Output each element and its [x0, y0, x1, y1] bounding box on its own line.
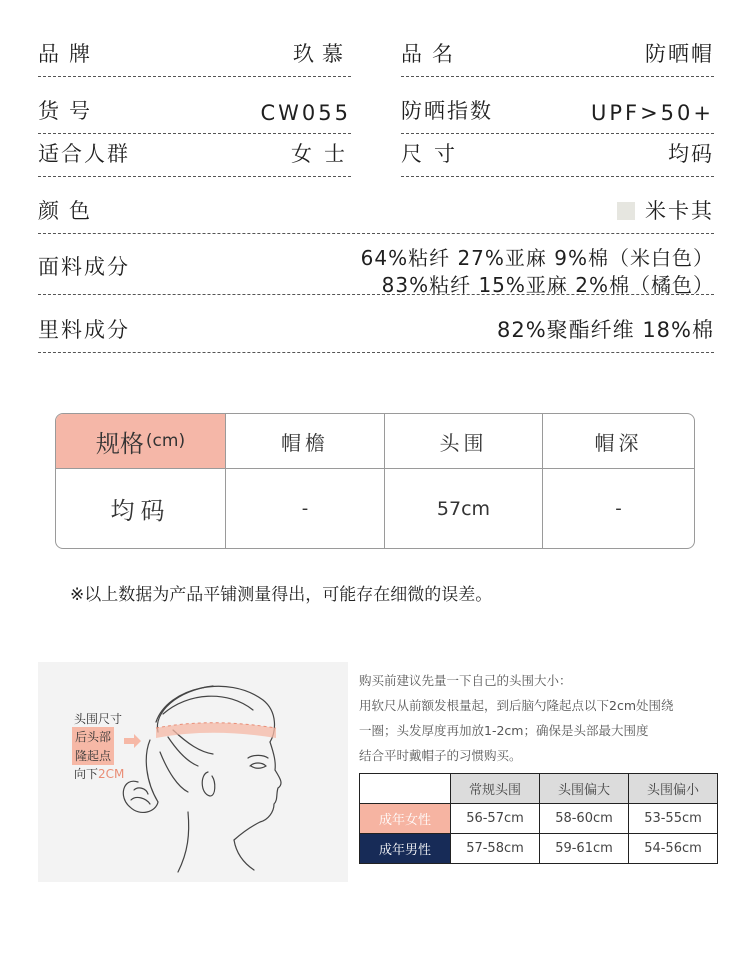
spec-sun-index-label: 防晒指数	[401, 99, 493, 123]
size-header-unit: (cm)	[145, 431, 186, 451]
spec-fabric-label: 面料成分	[38, 255, 130, 279]
spec-color-value	[617, 195, 714, 225]
figure-label-down	[74, 765, 124, 782]
spec-brand-value: 玖慕	[293, 42, 351, 66]
spec-product-name	[401, 20, 714, 77]
size-table-val-depth: -	[615, 498, 622, 519]
guide-line-2: 用软尺从前额发根量起，到后脑勺隆起点以下2cm处围绕	[359, 698, 674, 713]
size-table-divider	[384, 414, 385, 548]
spec-color	[38, 177, 714, 234]
row-female-label: 成年女性	[360, 804, 451, 834]
spec-size-label: 尺寸	[401, 142, 467, 166]
table-row	[360, 804, 718, 834]
size-table-header-spec	[56, 414, 225, 468]
size-table-row-label: 均码	[110, 497, 171, 525]
spec-size-value: 均码	[668, 142, 714, 166]
spec-fabric-line1: 64%粘纤 27%亚麻 9%棉（米白色）	[360, 246, 714, 270]
spec-brand	[38, 20, 351, 77]
guide-line-3: 一圈；头发厚度再加放1-2cm；确保是头部最大围度	[359, 723, 649, 738]
spec-audience-label: 适合人群	[38, 142, 130, 166]
spec-lining-value: 82%聚酯纤维 18%棉	[496, 318, 714, 342]
spec-brand-label: 品牌	[38, 42, 100, 66]
size-table-header-brim: 帽檐	[281, 430, 329, 455]
spec-product-name-value: 防晒帽	[645, 42, 714, 66]
spec-audience	[38, 120, 357, 177]
head-illustration	[38, 662, 348, 882]
female-large: 58-60cm	[540, 804, 629, 834]
size-table-header-depth: 帽深	[594, 430, 643, 455]
spec-audience-value: 女士	[291, 142, 357, 166]
size-table-divider	[542, 414, 543, 548]
female-normal: 56-57cm	[451, 804, 540, 834]
measurement-note: ※以上数据为产品平铺测量得出，可能存在细微的误差。	[70, 585, 493, 605]
size-table-val-head: 57cm	[436, 497, 491, 520]
spec-product-name-label: 品名	[401, 42, 463, 66]
spec-lining-label: 里料成分	[38, 318, 130, 342]
head-circumference-table	[359, 773, 718, 864]
spec-item-no-label: 货号	[38, 99, 100, 123]
col-normal: 常规头围	[451, 774, 540, 804]
col-small: 头围偏小	[629, 774, 718, 804]
table-row	[360, 834, 718, 864]
spec-lining	[38, 296, 714, 353]
male-large: 59-61cm	[540, 834, 629, 864]
figure-label-down-text: 向下	[74, 767, 99, 781]
size-table-divider	[56, 468, 694, 469]
size-table	[55, 413, 695, 549]
spec-fabric-line2: 83%粘纤 15%亚麻 2%棉（橘色）	[381, 273, 714, 297]
color-name: 米卡其	[645, 199, 714, 223]
size-table-divider	[225, 414, 226, 548]
spec-size	[401, 120, 714, 177]
row-male-label: 成年男性	[360, 834, 451, 864]
spec-sun-index-value: UPF>50+	[590, 101, 714, 125]
figure-label-head-size: 头围尺寸	[74, 712, 123, 726]
table-row	[360, 774, 718, 804]
figure-label-bump: 隆起点	[72, 746, 114, 765]
col-large: 头围偏大	[540, 774, 629, 804]
table-corner	[360, 774, 451, 804]
male-normal: 57-58cm	[451, 834, 540, 864]
size-table-header-head: 头围	[439, 430, 488, 455]
guide-line-4: 结合平时戴帽子的习惯购买。	[359, 748, 522, 763]
color-swatch	[617, 202, 635, 220]
size-header-main: 规格	[95, 429, 144, 458]
spec-fabric	[38, 234, 714, 295]
size-table-val-brim: -	[301, 498, 309, 519]
female-small: 53-55cm	[629, 804, 718, 834]
male-small: 54-56cm	[629, 834, 718, 864]
spec-color-label: 颜色	[38, 199, 100, 223]
spec-item-no-value: CW055	[260, 101, 351, 125]
figure-label-down-value: 2CM	[98, 767, 125, 781]
figure-label-back-head: 后头部	[72, 727, 114, 746]
guide-line-1: 购买前建议先量一下自己的头围大小：	[359, 673, 572, 688]
